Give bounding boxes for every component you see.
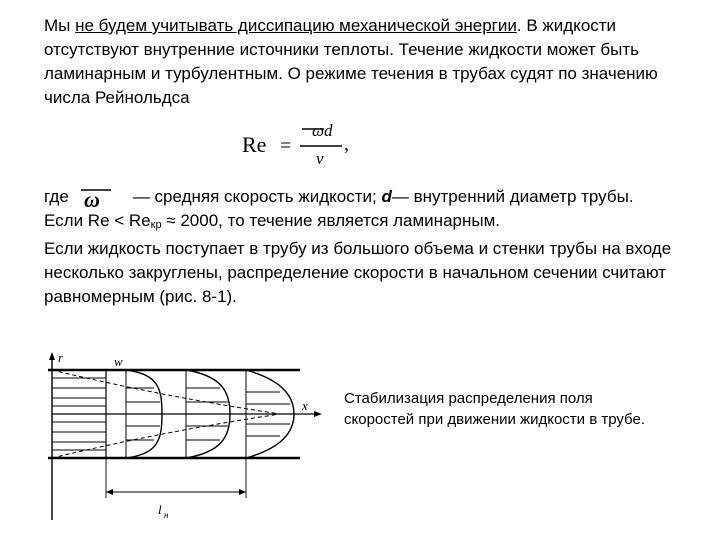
d-symbol: d: [381, 187, 392, 206]
inlet-paragraph: Если жидкость поступает в трубу из большого объема и стенки трубы на входе несколько закруглены, распределение скорости в начальном сечении считают равномерным (рис. 8-1).: [44, 239, 672, 306]
definition-line: [44, 185, 694, 209]
formula-comma: ,: [344, 133, 349, 155]
d-definition: — внутренний диаметр трубы.: [391, 187, 634, 206]
x-axis-arrow: [314, 411, 322, 417]
omega-definition: — средняя скорость жидкости;: [132, 187, 382, 206]
entry-length-subscript: н: [164, 510, 169, 520]
formula-eq: =: [280, 135, 292, 157]
velocity-profile-diagram: [40, 348, 330, 528]
intro-paragraph: [44, 14, 694, 110]
omega-symbol: [78, 186, 114, 210]
r-axis-arrow: [49, 352, 55, 360]
gde-word: где: [44, 187, 69, 206]
x-axis-label: x: [302, 398, 308, 413]
intro-text-underlined: не будем учитывать диссипацию механической энергии: [75, 16, 517, 35]
critical-re-text-end: ≈ 2000, то течение является ламинарным.: [161, 211, 500, 230]
critical-re-text: Если Re < Re: [44, 211, 151, 230]
dim-arrow-right: [239, 489, 246, 495]
formula-denominator: ν: [316, 149, 324, 168]
figure-caption: Стабилизация распределения поля скоростей при движении жидкости в трубе.: [344, 390, 645, 428]
definitions-paragraph: [44, 185, 694, 309]
dim-arrow-left: [106, 489, 113, 495]
w-label: w: [114, 354, 123, 369]
critical-re-subscript: кр: [150, 219, 162, 231]
intro-text-1: Мы: [44, 16, 76, 35]
formula-numerator: ωd: [312, 121, 333, 140]
r-axis-label: r: [58, 350, 64, 365]
intro-text-3: . В жидкости отсутствуют внутренние источники теплоты. Течение жидкости может быть ламинарным и турбулентным. О режиме течения в трубах судят по значению числа Рейнольдса: [44, 16, 658, 107]
entry-length-label: l: [158, 502, 162, 517]
omega-glyph: ω: [84, 187, 100, 210]
critical-re-line: [44, 209, 694, 237]
formula-lhs: Re: [242, 132, 267, 157]
reynolds-formula: [240, 118, 370, 170]
